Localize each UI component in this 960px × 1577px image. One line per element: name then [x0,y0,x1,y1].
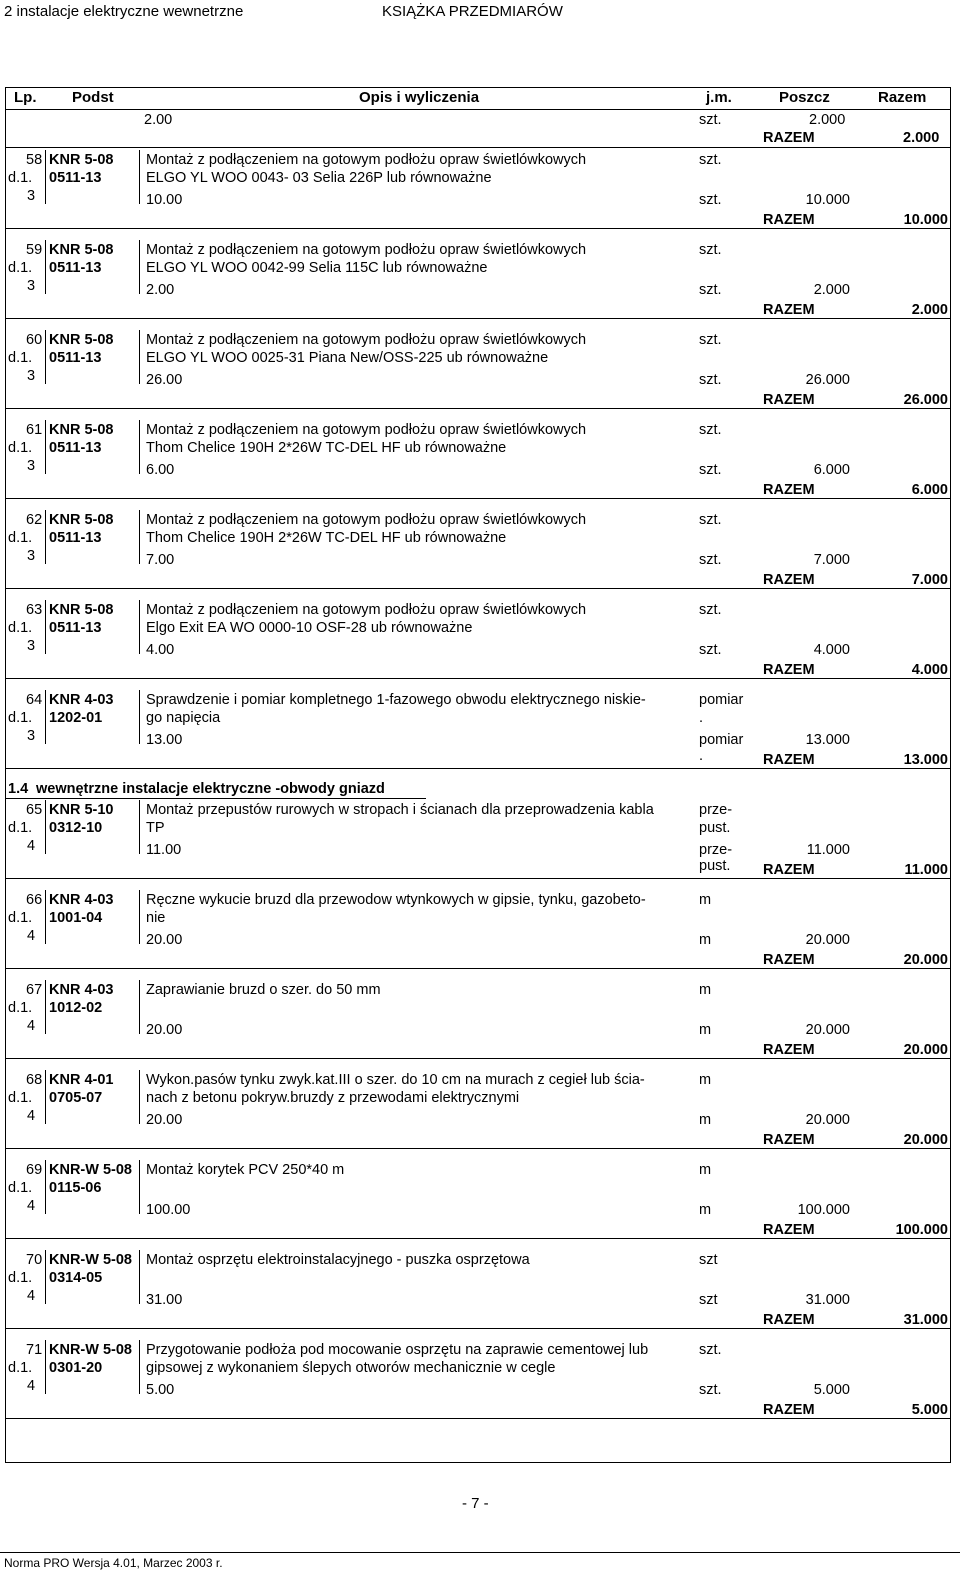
poszcz-value: 20.000 [805,1112,850,1128]
row-divider [6,1148,950,1149]
row-divider [6,878,950,879]
poszcz-value: 100.000 [797,1202,850,1218]
item-description-cont: ELGO YL WOO 0025-31 Piana New/OSS-225 ub równoważne [146,350,549,366]
quantity-unit: m [699,1112,712,1128]
quantity-value: 26.00 [146,372,183,388]
quantity-unit-cont: . [699,748,704,764]
lp-column-rule [45,690,46,744]
knr-catalog: KNR 5-08 [49,152,114,168]
item-detail: d.1. [8,1360,33,1376]
podst-column-rule [139,980,140,1034]
razem-label: RAZEM [763,302,815,318]
item-number: 59 [26,242,43,258]
razem-label: RAZEM [763,392,815,408]
row-divider [6,968,950,969]
row-divider [6,1418,950,1419]
podst-column-rule [139,150,140,204]
item-detail: d.1. [8,620,33,636]
column-podst: Podst [72,89,114,106]
lp-column-rule [45,150,46,204]
item-detail-number: 3 [27,638,36,654]
razem-value: 100.000 [895,1222,948,1238]
item-number: 68 [26,1072,43,1088]
podst-column-rule [139,1160,140,1214]
unit-of-measure: szt. [699,1342,722,1358]
knr-code: 0301-20 [49,1360,103,1376]
software-version-note: Norma PRO Wersja 4.01, Marzec 2003 r. [4,1556,223,1570]
quantity-unit-cont: pust. [699,858,731,874]
knr-code: 0511-13 [49,440,102,456]
unit-of-measure: szt [699,1252,718,1268]
razem-value: 20.000 [903,1132,948,1148]
quantity-value: 20.00 [146,932,183,948]
item-detail: d.1. [8,170,33,186]
unit-of-measure: szt. [699,422,722,438]
item-detail: d.1. [8,1180,33,1196]
quantity-unit: pomiar [699,732,744,748]
razem-value: 2.000 [911,302,948,318]
knr-catalog: KNR-W 5-08 [49,1342,132,1358]
razem-label: RAZEM [763,572,815,588]
item-detail: d.1. [8,350,33,366]
item-number: 62 [26,512,43,528]
knr-catalog: KNR 4-01 [49,1072,114,1088]
item-number: 70 [26,1252,43,1268]
knr-code: 1202-01 [49,710,103,726]
item-detail-number: 4 [27,1018,36,1034]
razem-label: RAZEM [763,862,815,878]
razem-label: RAZEM [763,1402,815,1418]
item-description: Montaż z podłączeniem na gotowym podłożu opraw świetlówkowych [146,422,587,438]
item-description: Montaż z podłączeniem na gotowym podłożu opraw świetlówkowych [146,602,587,618]
column-opis: Opis i wyliczenia [359,89,480,106]
carry-razem-label: RAZEM [763,130,815,146]
item-description-cont: ELGO YL WOO 0042-99 Selia 115C lub równoważne [146,260,488,276]
item-number: 64 [26,692,43,708]
quantity-unit: m [699,1022,712,1038]
item-number: 60 [26,332,43,348]
item-number: 58 [26,152,43,168]
row-divider [6,1058,950,1059]
quantity-value: 5.00 [146,1382,175,1398]
row-divider [6,408,950,409]
quantity-value: 10.00 [146,192,183,208]
knr-catalog: KNR 4-03 [49,982,114,998]
quantity-unit: szt. [699,192,722,208]
item-description-cont: nie [146,910,166,926]
row-divider [6,678,950,679]
column-poszcz: Poszcz [779,89,830,106]
item-detail: d.1. [8,910,33,926]
section-title: wewnętrzne instalacje elektryczne -obwody gniazd [36,781,385,797]
item-detail: d.1. [8,1270,33,1286]
poszcz-value: 4.000 [813,642,850,658]
knr-code: 0511-13 [49,260,102,276]
razem-label: RAZEM [763,662,815,678]
item-description: Wykon.pasów tynku zwyk.kat.III o szer. do 10 cm na murach z cegieł lub ścia- [146,1072,645,1088]
knr-code: 0115-06 [49,1180,102,1196]
section-underline [6,798,426,799]
lp-column-rule [45,800,46,854]
razem-label: RAZEM [763,1042,815,1058]
lp-column-rule [45,980,46,1034]
item-detail-number: 4 [27,838,36,854]
razem-label: RAZEM [763,952,815,968]
carry-razem: 2.000 [903,130,940,146]
item-detail: d.1. [8,710,33,726]
unit-of-measure: szt. [699,242,722,258]
column-razem: Razem [878,89,927,106]
podst-column-rule [139,510,140,564]
knr-code: 0511-13 [49,620,102,636]
item-number: 61 [26,422,43,438]
unit-of-measure: prze- [699,802,733,818]
item-detail: d.1. [8,440,33,456]
lp-column-rule [45,1070,46,1124]
item-description-cont: Thom Chelice 190H 2*26W TC-DEL HF ub równoważne [146,530,507,546]
razem-label: RAZEM [763,482,815,498]
poszcz-value: 7.000 [813,552,850,568]
item-description-cont: Elgo Exit EA WO 0000-10 OSF-28 ub równoważne [146,620,473,636]
knr-catalog: KNR 4-03 [49,692,114,708]
row-divider [6,1238,950,1239]
item-description: Ręczne wykucie bruzd dla przewodow wtynkowych w gipsie, tynku, gazobeto- [146,892,646,908]
column-lp: Lp. [14,89,37,106]
razem-value: 20.000 [903,1042,948,1058]
razem-value: 11.000 [904,862,948,878]
item-description: Montaż z podłączeniem na gotowym podłożu opraw świetlówkowych [146,512,587,528]
unit-of-measure: m [699,1072,712,1088]
quantity-unit: prze- [699,842,733,858]
podst-column-rule [139,1340,140,1394]
item-detail-number: 4 [27,1198,36,1214]
quantity-unit: m [699,932,712,948]
item-description: Montaż przepustów rurowych w stropach i ścianach dla przeprowadzenia kabla [146,802,654,818]
unit-of-measure-cont: pust. [699,820,731,836]
quantity-value: 7.00 [146,552,175,568]
lp-column-rule [45,1340,46,1394]
quantity-value: 4.00 [146,642,175,658]
item-detail-number: 4 [27,1288,36,1304]
carry-value: 2.00 [144,112,173,128]
item-description: Montaż korytek PCV 250*40 m [146,1162,345,1178]
podst-column-rule [139,890,140,944]
estimate-table [5,87,951,1463]
item-detail: d.1. [8,260,33,276]
knr-code: 1012-02 [49,1000,103,1016]
quantity-unit: szt. [699,282,722,298]
item-description: Montaż z podłączeniem na gotowym podłożu opraw świetlówkowych [146,152,587,168]
razem-label: RAZEM [763,1222,815,1238]
quantity-value: 20.00 [146,1022,183,1038]
item-description-cont: gipsowej z wykonaniem ślepych otworów mechanicznie w cegle [146,1360,556,1376]
row-divider [6,768,950,769]
row-divider [6,498,950,499]
poszcz-value: 20.000 [805,932,850,948]
quantity-unit: szt. [699,1382,722,1398]
podst-column-rule [139,800,140,854]
item-number: 63 [26,602,43,618]
poszcz-value: 6.000 [813,462,850,478]
column-header-row [6,88,950,110]
item-detail-number: 4 [27,1378,36,1394]
item-description: Montaż z podłączeniem na gotowym podłożu opraw świetlówkowych [146,242,587,258]
poszcz-value: 20.000 [805,1022,850,1038]
item-description-cont: ELGO YL WOO 0043- 03 Selia 226P lub równoważne [146,170,492,186]
row-divider [6,147,950,148]
item-detail: d.1. [8,1090,33,1106]
knr-code: 0511-13 [49,350,102,366]
poszcz-value: 26.000 [805,372,850,388]
quantity-unit: szt. [699,642,722,658]
item-detail-number: 4 [27,1108,36,1124]
document-header-right: KSIĄŻKA PRZEDMIARÓW [382,3,563,20]
quantity-value: 2.00 [146,282,175,298]
razem-value: 13.000 [903,752,948,768]
poszcz-value: 5.000 [813,1382,850,1398]
razem-value: 26.000 [903,392,948,408]
poszcz-value: 10.000 [805,192,850,208]
unit-of-measure-cont: . [699,710,704,726]
item-detail: d.1. [8,820,33,836]
quantity-value: 13.00 [146,732,183,748]
knr-catalog: KNR 5-08 [49,242,114,258]
item-detail-number: 3 [27,368,36,384]
item-detail-number: 3 [27,188,36,204]
quantity-unit: szt. [699,372,722,388]
unit-of-measure: szt. [699,512,722,528]
poszcz-value: 2.000 [813,282,850,298]
poszcz-value: 31.000 [805,1292,850,1308]
item-description: Przygotowanie podłoża pod mocowanie osprzętu na zaprawie cementowej lub [146,1342,649,1358]
item-detail: d.1. [8,1000,33,1016]
section-number: 1.4 [8,781,29,797]
row-divider [6,588,950,589]
item-number: 65 [26,802,43,818]
item-number: 67 [26,982,43,998]
unit-of-measure: m [699,892,712,908]
unit-of-measure: szt. [699,152,722,168]
item-detail-number: 4 [27,928,36,944]
knr-code: 0511-13 [49,170,102,186]
item-description: Zaprawianie bruzd o szer. do 50 mm [146,982,381,998]
item-description-cont: TP [146,820,165,836]
item-number: 66 [26,892,43,908]
podst-column-rule [139,600,140,654]
item-description: Montaż osprzętu elektroinstalacyjnego - puszka osprzętowa [146,1252,530,1268]
poszcz-value: 11.000 [806,842,850,858]
item-description-cont: nach z betonu pokryw.bruzdy z przewodami elektrycznymi [146,1090,520,1106]
quantity-value: 100.00 [146,1202,191,1218]
carry-poszcz: 2.000 [809,112,846,128]
item-detail: d.1. [8,530,33,546]
knr-code: 0314-05 [49,1270,103,1286]
quantity-value: 6.00 [146,462,175,478]
item-detail-number: 3 [27,728,36,744]
knr-catalog: KNR 4-03 [49,892,114,908]
item-detail-number: 3 [27,458,36,474]
lp-column-rule [45,420,46,474]
item-detail-number: 3 [27,278,36,294]
razem-label: RAZEM [763,212,815,228]
item-number: 71 [26,1342,43,1358]
quantity-unit: szt. [699,462,722,478]
page-number: - 7 - [462,1495,489,1512]
item-description: Montaż z podłączeniem na gotowym podłożu opraw świetlówkowych [146,332,587,348]
document-header-left: 2 instalacje elektryczne wewnetrzne [4,3,244,20]
knr-catalog: KNR 5-10 [49,802,114,818]
knr-code: 0705-07 [49,1090,103,1106]
quantity-unit: szt. [699,552,722,568]
carry-unit: szt. [699,112,722,128]
row-divider [6,1328,950,1329]
lp-column-rule [45,1250,46,1304]
unit-of-measure: m [699,982,712,998]
quantity-unit: szt [699,1292,718,1308]
row-divider [6,318,950,319]
knr-catalog: KNR-W 5-08 [49,1162,132,1178]
razem-value: 20.000 [903,952,948,968]
razem-value: 31.000 [903,1312,948,1328]
quantity-value: 20.00 [146,1112,183,1128]
lp-column-rule [45,510,46,564]
razem-value: 7.000 [911,572,948,588]
podst-column-rule [139,330,140,384]
knr-catalog: KNR 5-08 [49,512,114,528]
podst-column-rule [139,1250,140,1304]
podst-column-rule [139,1070,140,1124]
unit-of-measure: pomiar [699,692,744,708]
quantity-value: 31.00 [146,1292,183,1308]
row-divider [6,228,950,229]
unit-of-measure: m [699,1162,712,1178]
podst-column-rule [139,420,140,474]
razem-value: 6.000 [911,482,948,498]
quantity-unit: m [699,1202,712,1218]
podst-column-rule [139,690,140,744]
knr-code: 1001-04 [49,910,103,926]
lp-column-rule [45,1160,46,1214]
item-description: Sprawdzenie i pomiar kompletnego 1-fazowego obwodu elektrycznego niskie- [146,692,646,708]
razem-label: RAZEM [763,1132,815,1148]
razem-value: 5.000 [911,1402,948,1418]
item-detail-number: 3 [27,548,36,564]
lp-column-rule [45,890,46,944]
razem-value: 10.000 [903,212,948,228]
razem-value: 4.000 [911,662,948,678]
column-jm: j.m. [706,89,732,106]
podst-column-rule [139,240,140,294]
item-description-cont: Thom Chelice 190H 2*26W TC-DEL HF ub równoważne [146,440,507,456]
quantity-value: 11.00 [146,842,182,858]
item-description-cont: go napięcia [146,710,221,726]
razem-label: RAZEM [763,1312,815,1328]
unit-of-measure: szt. [699,332,722,348]
knr-code: 0511-13 [49,530,102,546]
knr-catalog: KNR 5-08 [49,422,114,438]
unit-of-measure: szt. [699,602,722,618]
knr-code: 0312-10 [49,820,103,836]
poszcz-value: 13.000 [805,732,850,748]
knr-catalog: KNR 5-08 [49,332,114,348]
knr-catalog: KNR-W 5-08 [49,1252,132,1268]
lp-column-rule [45,240,46,294]
razem-label: RAZEM [763,752,815,768]
knr-catalog: KNR 5-08 [49,602,114,618]
lp-column-rule [45,330,46,384]
footer-rule [0,1552,960,1553]
lp-column-rule [45,600,46,654]
item-number: 69 [26,1162,43,1178]
